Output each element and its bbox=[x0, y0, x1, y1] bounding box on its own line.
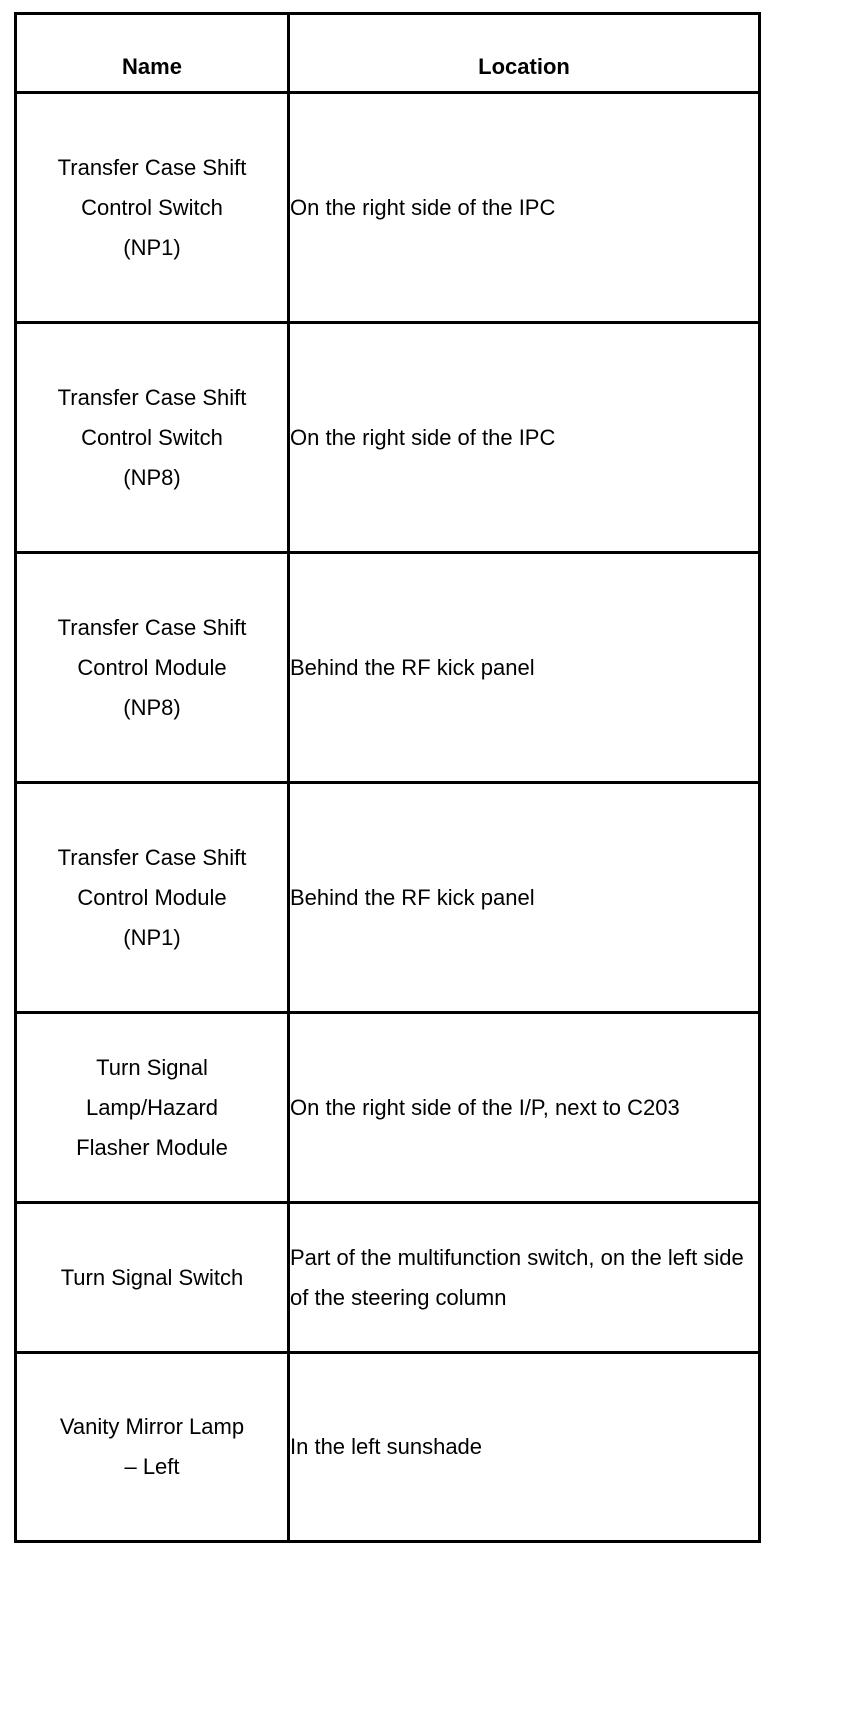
component-location-table bbox=[14, 12, 761, 1543]
table-row bbox=[16, 1353, 760, 1542]
component-location-cell: Part of the multifunction switch, on the left side of the steering column bbox=[289, 1203, 760, 1353]
component-name-cell: Turn Signal Switch bbox=[16, 1203, 289, 1353]
component-name-cell: Turn Signal Lamp/Hazard Flasher Module bbox=[16, 1013, 289, 1203]
header-row bbox=[16, 14, 760, 93]
component-name-cell: Transfer Case Shift Control Switch (NP1) bbox=[16, 93, 289, 323]
table-row bbox=[16, 553, 760, 783]
table-row bbox=[16, 1013, 760, 1203]
component-location-cell: Behind the RF kick panel bbox=[289, 553, 760, 783]
table-row bbox=[16, 323, 760, 553]
component-location-cell: On the right side of the IPC bbox=[289, 323, 760, 553]
component-location-cell: In the left sunshade bbox=[289, 1353, 760, 1542]
component-name-cell: Transfer Case Shift Control Module (NP8) bbox=[16, 553, 289, 783]
table-row bbox=[16, 93, 760, 323]
component-name-cell: Transfer Case Shift Control Switch (NP8) bbox=[16, 323, 289, 553]
component-name-cell: Vanity Mirror Lamp – Left bbox=[16, 1353, 289, 1542]
table-row bbox=[16, 783, 760, 1013]
component-location-cell: Behind the RF kick panel bbox=[289, 783, 760, 1013]
component-location-cell: On the right side of the I/P, next to C203 bbox=[289, 1013, 760, 1203]
component-name-cell: Transfer Case Shift Control Module (NP1) bbox=[16, 783, 289, 1013]
table-row bbox=[16, 1203, 760, 1353]
header-name: Name bbox=[16, 14, 289, 93]
header-location: Location bbox=[289, 14, 760, 93]
component-location-cell: On the right side of the IPC bbox=[289, 93, 760, 323]
